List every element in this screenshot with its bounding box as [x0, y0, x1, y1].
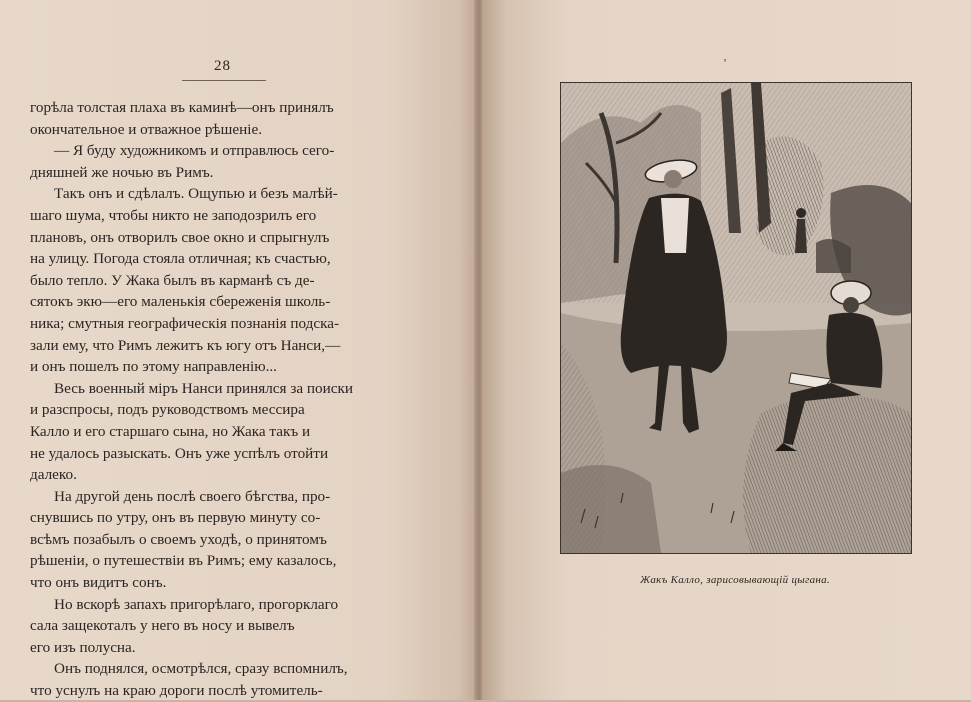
text-line: сала защекоталъ у него въ носу и вывелъ	[30, 617, 295, 635]
illustration-drawing	[561, 83, 911, 553]
text-line: плановъ, онъ отворилъ свое окно и спрыгнулъ	[30, 228, 330, 246]
engraving-illustration	[560, 82, 912, 554]
text-line: что онъ видитъ сонъ.	[30, 574, 167, 592]
text-line: ника; смутныя географическія познанія подска-	[30, 314, 340, 332]
text-line: и разспросы, подъ руководствомъ мессира	[30, 401, 305, 419]
text-line: его изъ полусна.	[30, 638, 136, 656]
text-line: дняшней же ночью въ Римъ.	[30, 163, 214, 181]
text-line: всѣмъ позабылъ о своемъ уходѣ, о принятомъ	[30, 530, 327, 548]
page-mark: ʼ	[723, 56, 727, 70]
text-line: На другой день послѣ своего бѣгства, про-	[54, 487, 331, 505]
text-line: — Я буду художникомъ и отправлюсь сего-	[54, 142, 335, 160]
text-line: Но вскорѣ запахъ пригорѣлаго, прогорклаго	[54, 595, 339, 613]
text-line: Весь военный міръ Нанси принялся за поиски	[54, 379, 353, 397]
text-line: шаго шума, чтобы никто не заподозрилъ его	[30, 206, 317, 224]
text-line: сятокъ экю—его маленькія сбереженія школь-	[30, 293, 331, 311]
text-line: не удалось разыскать. Онъ уже успѣлъ отойти	[30, 444, 329, 462]
page-number: 28	[214, 58, 231, 74]
text-line: рѣшеніи, о путешествіи въ Римъ; ему казалось,	[30, 552, 337, 570]
text-line: далеко.	[30, 466, 77, 484]
text-line: Онъ поднялся, осмотрѣлся, сразу вспомнилъ,	[54, 660, 348, 678]
left-page	[0, 0, 478, 700]
body-text	[30, 97, 430, 702]
text-line: окончательное и отважное рѣшеніе.	[30, 120, 263, 138]
text-line: Калло и его старшаго сына, но Жака такъ и	[30, 422, 311, 440]
text-line: снувшись по утру, онъ въ первую минуту со-	[30, 509, 321, 527]
text-line: Такъ онъ и сдѣлалъ. Ощупью и безъ малѣй-	[54, 185, 338, 203]
illustration-caption: Жакъ Калло, зарисовывающій цыгана.	[639, 574, 831, 586]
text-line: на улицу. Погода стояла отличная; къ счастью,	[30, 250, 331, 268]
text-line: что уснулъ на краю дороги послѣ утомитель-	[30, 682, 323, 700]
text-line: и онъ пошелъ по этому направленію...	[30, 358, 277, 376]
header-rule	[182, 80, 266, 81]
text-line: зали ему, что Римъ лежитъ къ югу отъ Нанси,—	[30, 336, 341, 354]
text-line: горѣла толстая плаха въ каминѣ—онъ принялъ	[30, 99, 334, 116]
text-line: было тепло. У Жака былъ въ карманѣ съ де-	[30, 271, 315, 289]
